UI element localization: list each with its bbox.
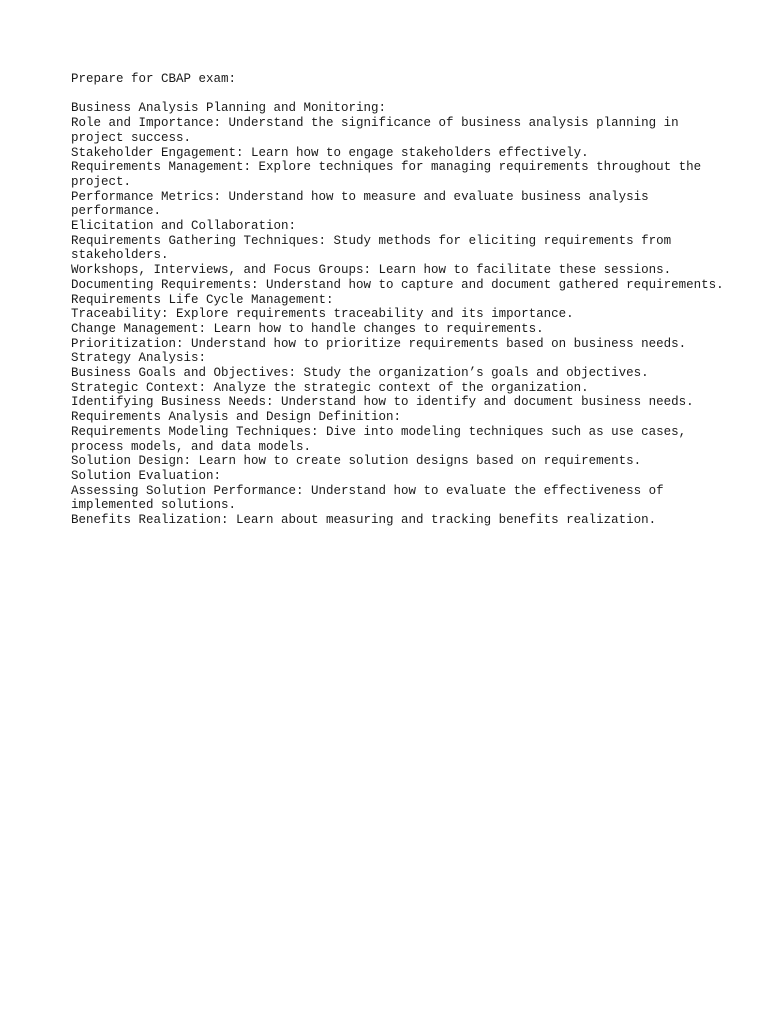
section-heading-planning: Business Analysis Planning and Monitoring:	[71, 101, 387, 116]
text-line: Requirements Modeling Techniques: Dive into modeling techniques such as use cases, process models, and data models.	[71, 424, 694, 454]
blank-line	[71, 87, 731, 102]
text-line: Benefits Realization: Learn about measuring and tracking benefits realization.	[71, 513, 657, 528]
text-line: Requirements Gathering Techniques: Study methods for eliciting requirements from stakeholders.	[71, 233, 679, 263]
text-line: Traceability: Explore requirements traceability and its importance.	[71, 307, 574, 322]
text-line: Role and Importance: Understand the significance of business analysis planning in project success.	[71, 116, 687, 145]
text-line: Solution Design: Learn how to create solution designs based on requirements.	[71, 454, 642, 469]
text-line: Identifying Business Needs: Understand how to identify and document business needs.	[71, 395, 694, 410]
section-heading-analysis-design: Requirements Analysis and Design Definition:	[71, 410, 402, 425]
text-line: Requirements Management: Explore techniques for managing requirements throughout the project.	[71, 160, 709, 189]
text-line: Strategic Context: Analyze the strategic context of the organization.	[71, 380, 589, 395]
document-intro: Prepare for CBAP exam:	[71, 72, 237, 86]
text-line: Performance Metrics: Understand how to measure and evaluate business analysis performance.	[71, 189, 657, 219]
text-line: Stakeholder Engagement: Learn how to engage stakeholders effectively.	[71, 145, 589, 160]
text-line: Change Management: Learn how to handle changes to requirements.	[71, 321, 544, 336]
section-heading-lifecycle: Requirements Life Cycle Management:	[71, 292, 334, 307]
document-page	[71, 72, 731, 528]
text-line: Business Goals and Objectives: Study the organization’s goals and objectives.	[71, 366, 649, 381]
text-line: Prioritization: Understand how to prioritize requirements based on business needs.	[71, 336, 687, 351]
section-heading-elicitation: Elicitation and Collaboration:	[71, 219, 297, 234]
text-line: Workshops, Interviews, and Focus Groups: Learn how to facilitate these sessions.	[71, 263, 672, 278]
text-line: Documenting Requirements: Understand how to capture and document gathered requirements.	[71, 277, 724, 292]
section-heading-evaluation: Solution Evaluation:	[71, 468, 222, 483]
text-line: Assessing Solution Performance: Understand how to evaluate the effectiveness of implemented solutions.	[71, 483, 672, 513]
document-body	[71, 101, 731, 527]
section-heading-strategy: Strategy Analysis:	[71, 351, 207, 366]
